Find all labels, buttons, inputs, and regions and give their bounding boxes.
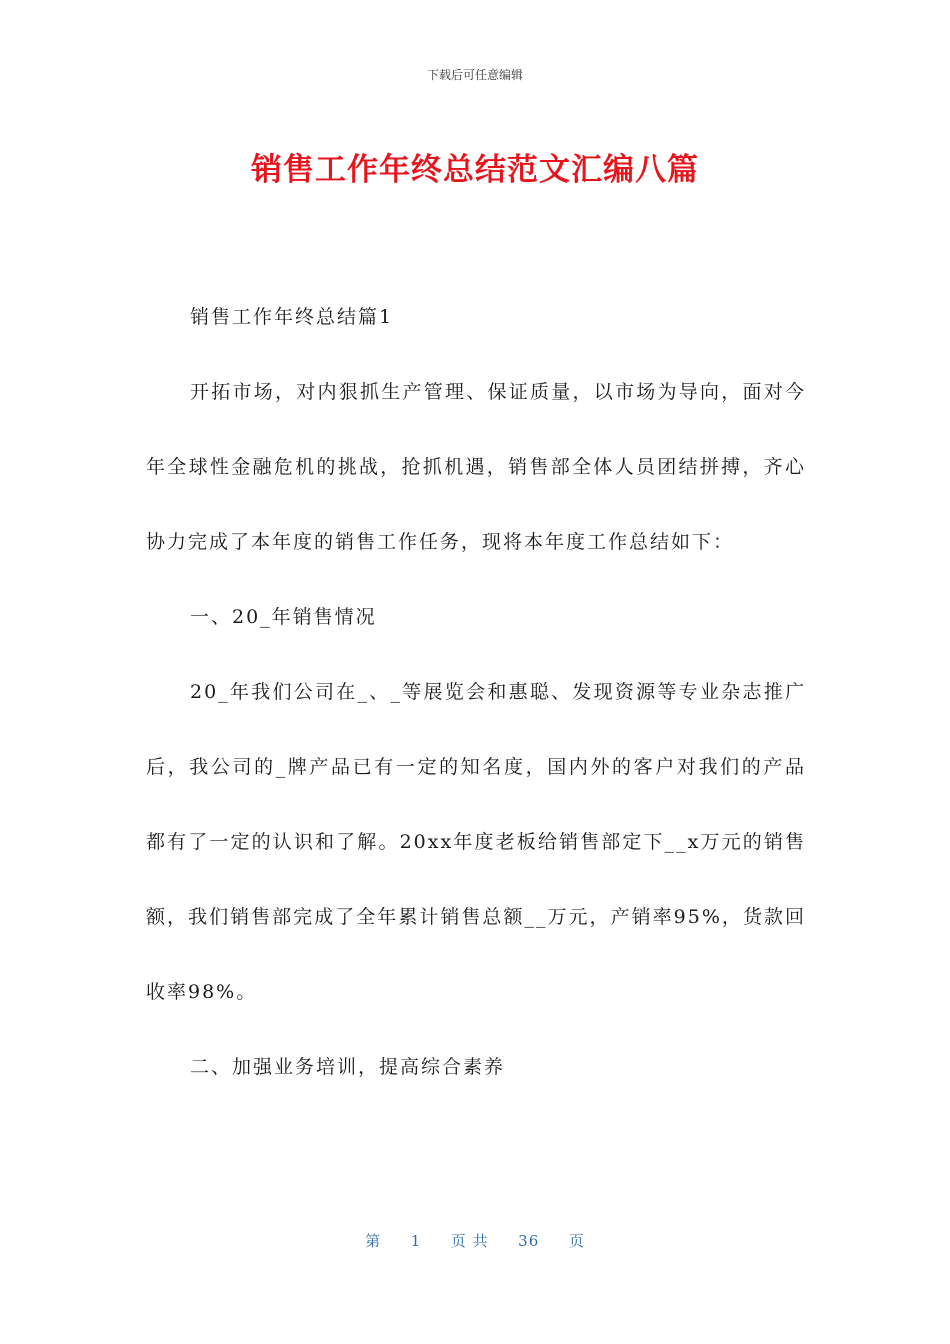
document-body: [146, 280, 806, 1105]
page-label-prefix: 第: [365, 1232, 382, 1250]
section-heading: 一、20_年销售情况: [190, 606, 377, 628]
page-label-suffix: 页: [568, 1232, 585, 1250]
document-title: 销售工作年终总结范文汇编八篇: [251, 152, 699, 188]
total-pages: 36: [518, 1232, 540, 1250]
body-paragraph: 开拓市场，对内狠抓生产管理、保证质量，以市场为导向，面对今年全球性金融危机的挑战，抢抓机遇，销售部全体人员团结拼搏，齐心协力完成了本年度的销售工作任务，现将本年度工作总结如下：: [146, 381, 806, 553]
section-heading: 二、加强业务培训，提高综合素养: [190, 1056, 506, 1078]
body-paragraph: 20_年我们公司在_、_等展览会和惠聪、发现资源等专业杂志推广后，我公司的_牌产品已有一定的知名度，国内外的客户对我们的产品都有了一定的认识和了解。20xx年度老板给销售部定下__x万元的销售额，我们销售部完成了全年累计销售总额__万元，产销率95%，货款回收率98%。: [146, 681, 806, 1003]
header-note: 下载后可任意编辑: [426, 68, 523, 82]
section-heading: 销售工作年终总结篇1: [190, 306, 394, 328]
page-footer: [0, 1230, 950, 1251]
page-label-middle: 页 共: [450, 1232, 489, 1250]
page-number: 1: [410, 1232, 422, 1250]
